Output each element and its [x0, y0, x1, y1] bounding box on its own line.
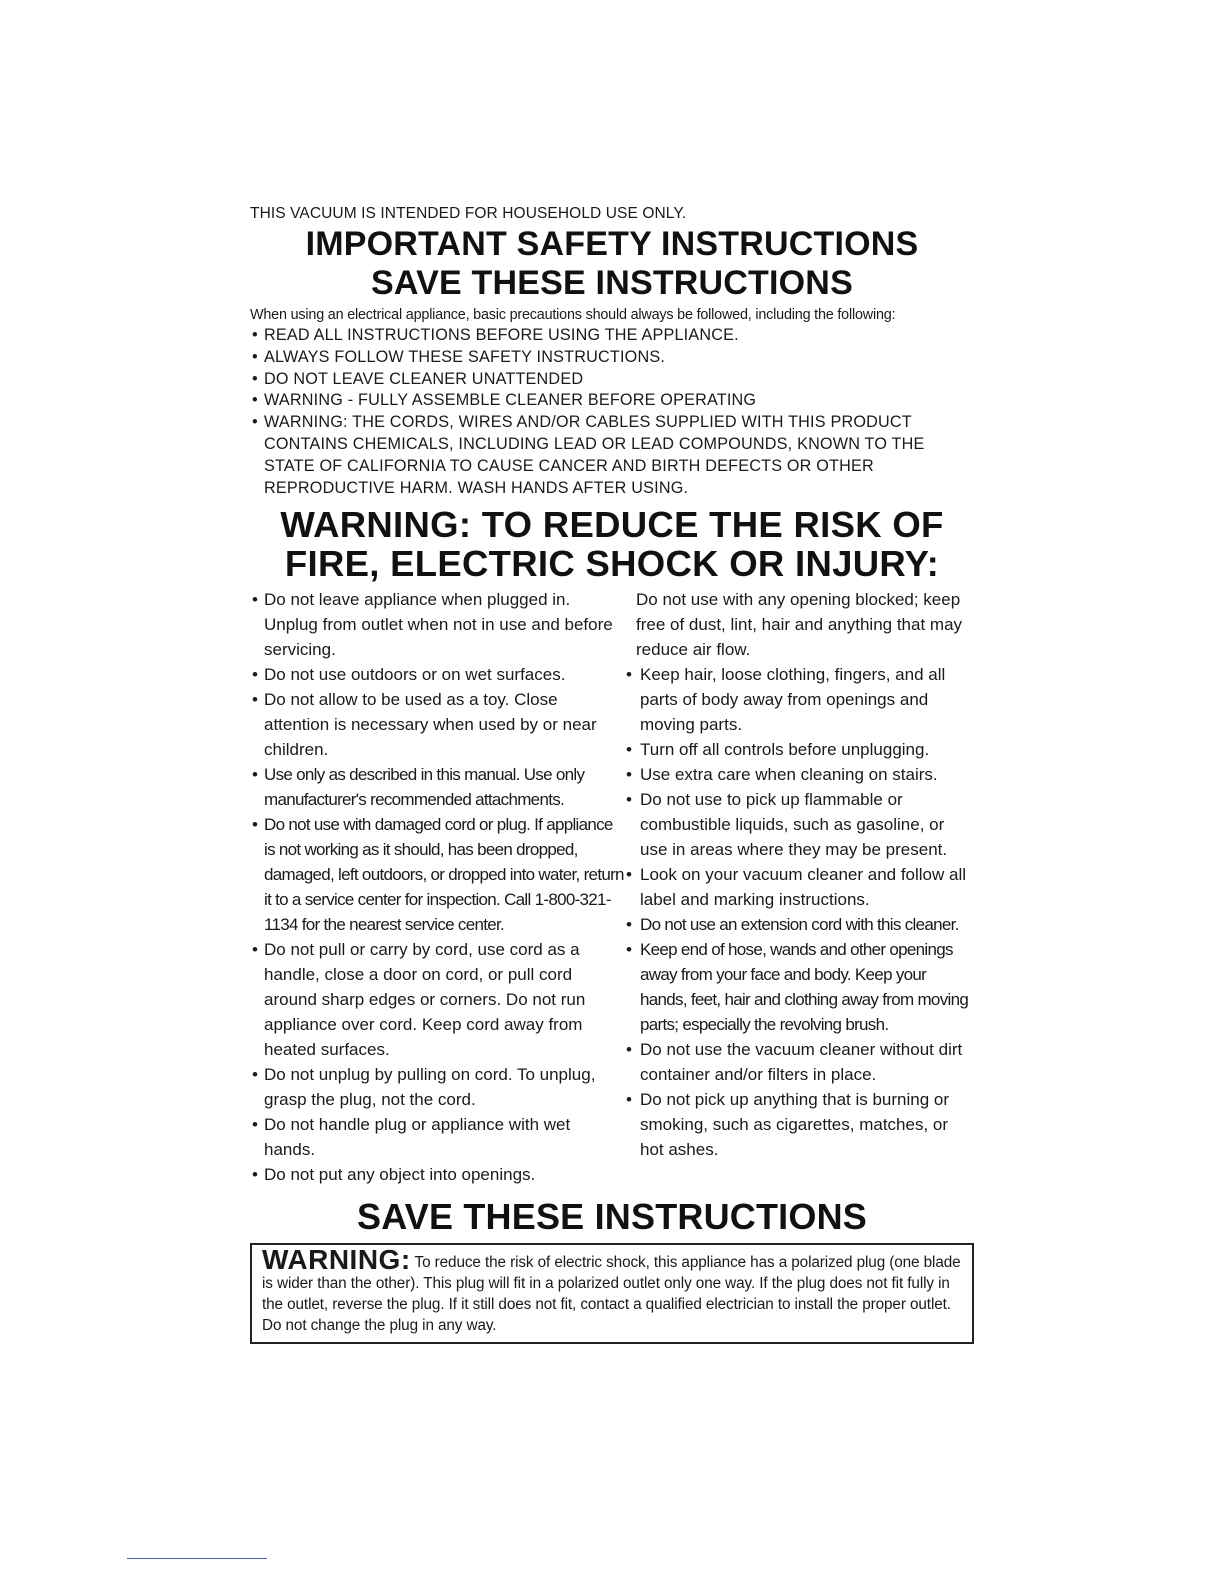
list-item: • Turn off all controls before unplugging. — [624, 737, 974, 762]
warning-columns — [250, 587, 974, 1187]
list-item: • Look on your vacuum cleaner and follow all label and marking instructions. — [624, 862, 974, 912]
risk-warning-title: WARNING: TO REDUCE THE RISK OF FIRE, ELECTRIC SHOCK OR INJURY: — [280, 504, 944, 585]
list-item: • WARNING - FULLY ASSEMBLE CLEANER BEFORE OPERATING — [250, 390, 974, 412]
safety-instructions-page — [250, 204, 974, 1344]
list-item: • WARNING: THE CORDS, WIRES AND/OR CABLES SUPPLIED WITH THIS PRODUCT CONTAINS CHEMICALS, INCLUDING LEAD OR LEAD COMPOUNDS, KNOWN TO THE STATE OF CALIFORNIA TO CAUSE CANCER AND BIRTH DEFECTS OR OTHER REPRODUCTIVE HARM. WASH HANDS AFTER USING. — [250, 412, 974, 499]
list-item: • DO NOT LEAVE CLEANER UNATTENDED — [250, 369, 974, 391]
list-item: • Use only as described in this manual. Use only manufacturer's recommended attachments. — [250, 762, 624, 812]
list-item: • Do not use the vacuum cleaner without dirt container and/or filters in place. — [624, 1037, 974, 1087]
general-instructions-list — [250, 325, 974, 499]
left-column — [250, 587, 624, 1187]
list-item: • Keep end of hose, wands and other openings away from your face and body. Keep your hands, feet, hair and clothing away from moving parts; especially the revolving brush. — [624, 937, 974, 1037]
precautions-lead: When using an electrical appliance, basic precautions should always be followed, including the following: — [250, 307, 896, 323]
list-item: • Keep hair, loose clothing, fingers, and all parts of body away from openings and moving parts. — [624, 662, 974, 737]
list-item: • Do not use outdoors or on wet surfaces. — [250, 662, 624, 687]
list-item: • Do not put any object into openings. — [250, 1162, 624, 1187]
footer-divider — [127, 1558, 267, 1559]
important-safety-title: IMPORTANT SAFETY INSTRUCTIONS — [305, 225, 919, 263]
list-item: • Do not allow to be used as a toy. Close attention is necessary when used by or near children. — [250, 687, 624, 762]
list-item: • Do not unplug by pulling on cord. To unplug, grasp the plug, not the cord. — [250, 1062, 624, 1112]
list-item: • Do not use an extension cord with this cleaner. — [624, 912, 974, 937]
list-item: • Do not handle plug or appliance with wet hands. — [250, 1112, 624, 1162]
save-instructions-footer-title: SAVE THESE INSTRUCTIONS — [357, 1196, 867, 1238]
save-instructions-title: SAVE THESE INSTRUCTIONS — [371, 264, 853, 302]
list-item: • Do not leave appliance when plugged in. Unplug from outlet when not in use and before servicing. — [250, 587, 624, 662]
list-item: • Do not use to pick up flammable or combustible liquids, such as gasoline, or use in areas where they may be present. — [624, 787, 974, 862]
list-item: • READ ALL INSTRUCTIONS BEFORE USING THE APPLIANCE. — [250, 325, 974, 347]
warning-text: To reduce the risk of electric shock, this appliance has a polarized plug (one blade is wider than the other). This plug will fit in a polarized outlet only one way. If the plug does not fit fully in the outlet, reverse the plug. If it still does not fit, contact a qualified electrician to install the proper outlet. Do not change the plug in any way. — [262, 1254, 961, 1335]
left-warning-list — [250, 587, 624, 1187]
list-item: • Do not use with damaged cord or plug. If appliance is not working as it should, has been dropped, damaged, left outdoors, or dropped into water, return it to a service center for inspection. Call 1-800-321-1134 for the nearest service center. — [250, 812, 624, 937]
list-item: • ALWAYS FOLLOW THESE SAFETY INSTRUCTIONS. — [250, 347, 974, 369]
continued-item: Do not use with any opening blocked; keep free of dust, lint, hair and anything that may reduce air flow. — [636, 590, 963, 660]
warning-label: WARNING: — [262, 1244, 411, 1276]
household-use-notice: THIS VACUUM IS INTENDED FOR HOUSEHOLD USE ONLY. — [250, 205, 687, 222]
polarized-plug-warning-box — [250, 1243, 974, 1344]
right-column — [624, 587, 974, 1187]
list-item: • Do not pull or carry by cord, use cord as a handle, close a door on cord, or pull cord around sharp edges or corners. Do not run appliance over cord. Keep cord away from heated surfaces. — [250, 937, 624, 1062]
list-item: • Use extra care when cleaning on stairs. — [624, 762, 974, 787]
right-warning-list — [624, 662, 974, 1162]
list-item: • Do not pick up anything that is burning or smoking, such as cigarettes, matches, or hot ashes. — [624, 1087, 974, 1162]
